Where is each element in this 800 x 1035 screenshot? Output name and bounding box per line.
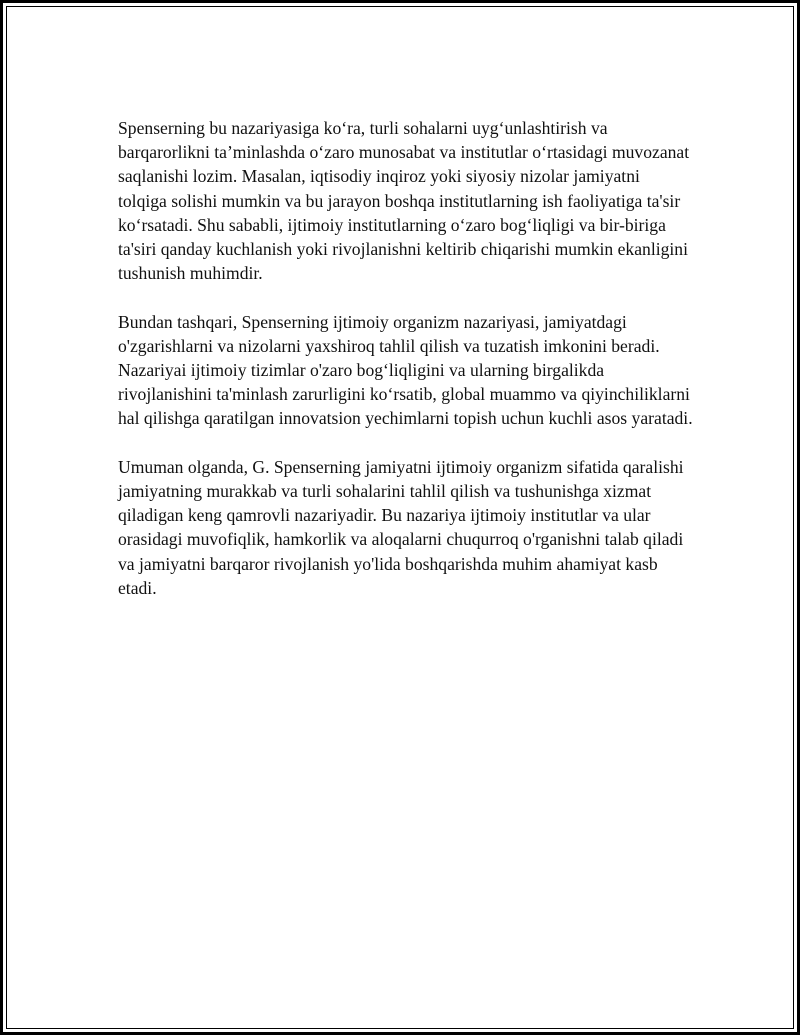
- paragraph-1: Spenserning bu nazariyasiga ko‘ra, turli sohalarni uyg‘unlashtirish va barqarorlikni ta’minlashda o‘zaro munosabat va institutlar o‘rtasidagi muvozanat saqlanishi lozim. Masalan, iqtisodiy inqiroz yoki siyosiy nizolar jamiyatni tolqiga solishi mumkin va bu jarayon boshqa institutlarning ish faoliyatiga ta'sir ko‘rsatadi. Shu sababli, ijtimoiy institutlarning o‘zaro bog‘liqligi va bir-biriga ta'siri qanday kuchlanish yoki rivojlanishni keltirib chiqarishi mumkin ekanligini tushunish muhimdir.: [118, 118, 690, 284]
- paragraph-3: Umuman olganda, G. Spenserning jamiyatni ijtimoiy organizm sifatida qaralishi jamiyatning murakkab va turli sohalarini tahlil qilish va tushunishga xizmat qiladigan keng qamrovli nazariyadir. Bu nazariya ijtimoiy institutlar va ular orasidagi muvofiqlik, hamkorlik va aloqalarni chuqurroq o'rganishni talab qiladi va jamiyatni barqaror rivojlanish yo'lida boshqarishda muhim ahamiyat kasb etadi.: [118, 456, 684, 598]
- document-body: [118, 116, 693, 624]
- paragraph-2: Bundan tashqari, Spenserning ijtimoiy organizm nazariyasi, jamiyatdagi o'zgarishlarni va nizolarni yaxshiroq tahlil qilish va tuzatish imkonini beradi. Nazariyai ijtimoiy tizimlar o'zaro bog‘liqligini va ularning birgalikda rivojlanishini ta'minlash zarurligini ko‘rsatib, global muammo va qiyinchiliklarni hal qilishga qaratilgan innovatsion yechimlarni topish uchun kuchli asos yaratadi.: [118, 311, 693, 429]
